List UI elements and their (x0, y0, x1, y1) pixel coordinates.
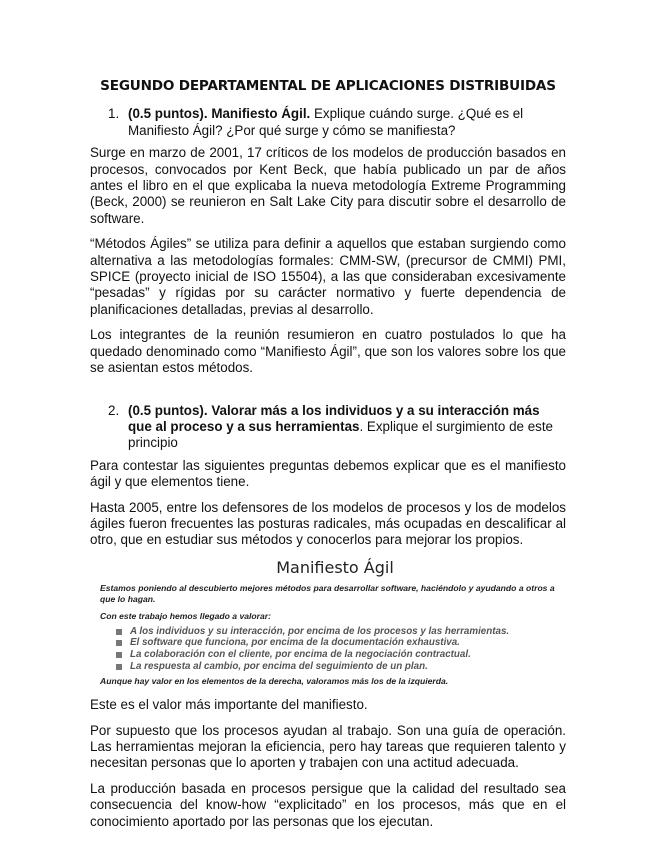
figure-lead: Con este trabajo hemos llegado a valorar: (100, 610, 271, 621)
paragraph: Surge en marzo de 2001, 17 críticos de los modelos de producción basados en procesos, convocados por Kent Beck, que había publicado un par de años antes el libro en el que explicaba la nueva metodología Extreme Programming (Beck, 2000) se reunieron en Salt Lake City para discutir sobre el desarrollo de software. (90, 145, 566, 226)
question-number: 1. (108, 106, 120, 122)
figure-intro: Estamos poniendo al descubierto mejores métodos para desarrollar software, haciéndolo y ayudando a otros a que lo hagan. (100, 582, 555, 604)
figure-closing: Aunque hay valor en los elementos de la derecha, valoramos más los de la izquierda. (100, 676, 449, 687)
paragraph: “Métodos Ágiles” se utiliza para definir a aquellos que estaban surgiendo como alternativa a las metodologías formales: CMM-SW, (precursor de CMMI) PMI, SPICE (proyecto inicial de ISO 15504), a las que consideraban excesivamente “pesadas” y rígidas por su carácter normativo y fuerte dependencia de planificaciones detalladas, previas al desarrollo. (90, 236, 566, 317)
paragraph: Para contestar las siguientes preguntas debemos explicar que es el manifiesto ágil y que elementos tiene. (90, 457, 566, 490)
manifesto-figure (100, 558, 570, 687)
list-item: La colaboración con el cliente, por encima de la negociación contractual. (114, 649, 570, 661)
paragraph: Este es el valor más importante del manifiesto. (90, 697, 368, 713)
figure-list (114, 626, 570, 672)
question-2 (108, 403, 566, 452)
question-heading: (0.5 puntos). Valorar más a los individuos y a su interacción más que al proceso y a sus herramientas (128, 402, 540, 434)
question-1 (108, 106, 566, 139)
paragraph: La producción basada en procesos persigue que la calidad del resultado sea consecuencia del know-how “explicitado” en los procesos, más que en el conocimiento aportado por las personas que los ejecutan. (90, 780, 566, 829)
list-item: A los individuos y su interacción, por encima de los procesos y las herramientas. (114, 626, 570, 638)
figure-title: Manifiesto Ágil (276, 557, 394, 577)
question-text: . Explique el surgimiento de este principio (128, 418, 553, 451)
page-title: SEGUNDO DEPARTAMENTAL DE APLICACIONES DISTRIBUIDAS (100, 78, 556, 94)
paragraph: Por supuesto que los procesos ayudan al trabajo. Son una guía de operación. Las herramientas mejoran la eficiencia, pero hay tareas que requieren talento y necesitan personas que lo aporten y trabajen con una actitud adecuada. (90, 722, 566, 771)
question-text: Explique cuándo surge. ¿Qué es el Manifiesto Ágil? ¿Por qué surge y cómo se manifiesta? (128, 106, 524, 138)
question-heading: (0.5 puntos). Manifiesto Ágil. (128, 106, 311, 122)
paragraph: Los integrantes de la reunión resumieron en cuatro postulados lo que ha quedado denominado como “Manifiesto Ágil”, que son los valores sobre los que se asientan estos métodos. (90, 327, 566, 376)
list-item: El software que funciona, por encima de la documentación exhaustiva. (114, 637, 570, 649)
paragraph: Hasta 2005, entre los defensores de los modelos de procesos y los de modelos ágiles fueron frecuentes las posturas radicales, más ocupadas en descalificar al otro, que en estudiar sus métodos y conocerlos para mejorar los propios. (90, 499, 566, 548)
question-number: 2. (108, 402, 120, 418)
list-item: La respuesta al cambio, por encima del seguimiento de un plan. (114, 661, 570, 673)
